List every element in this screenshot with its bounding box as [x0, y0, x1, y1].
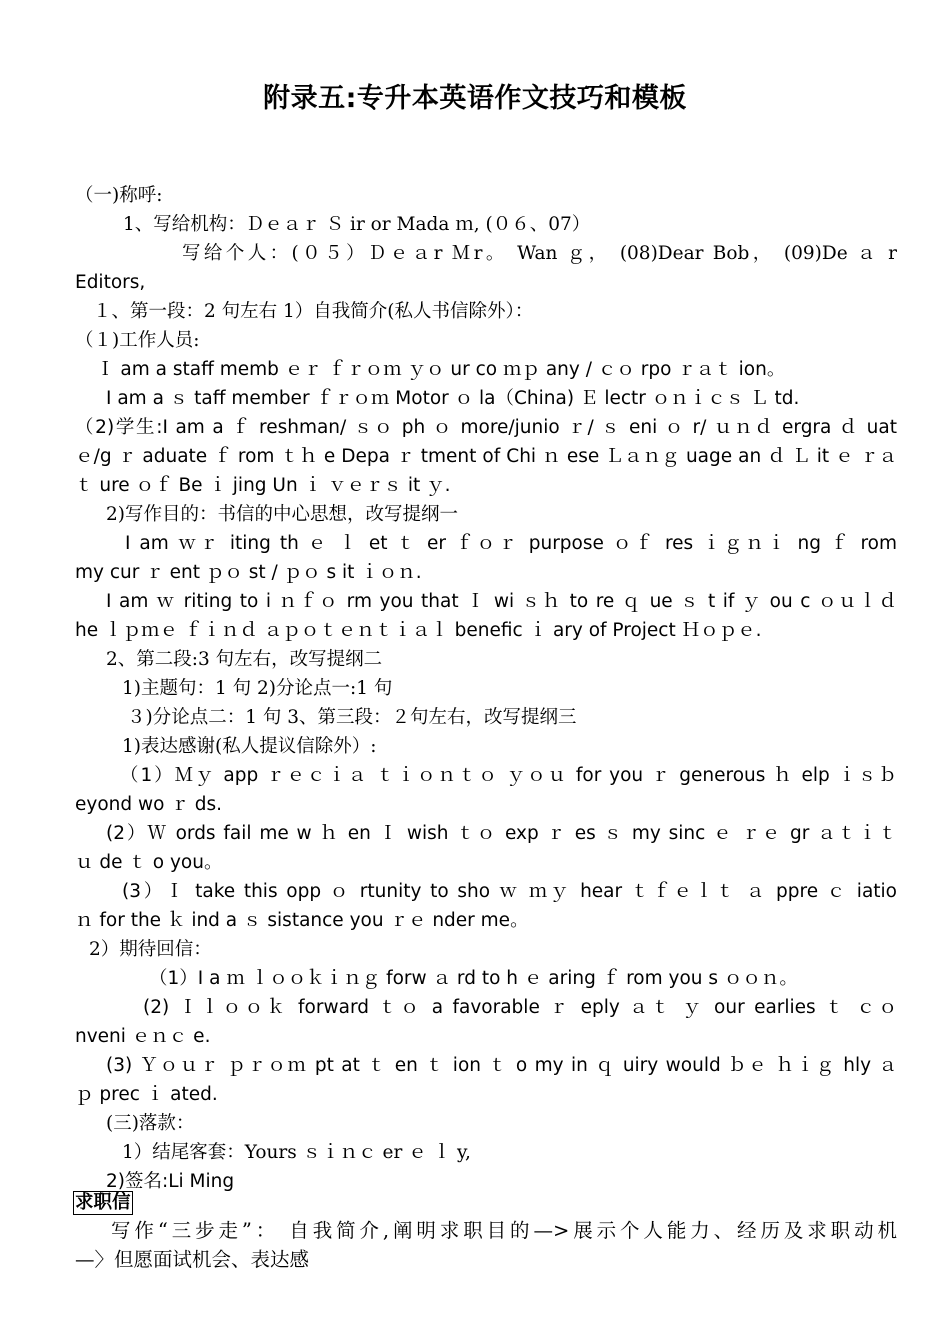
text-line: ｔ ure ｏｆ Be ｉ jing Un ｉ ｖｅｒｓ it ｙ.: [75, 475, 451, 496]
text-line: （１)工作人员:: [75, 330, 200, 351]
text-line: (3) Ｙｏｕｒ ｐｒｏｍ pt at ｔ en ｔ ion ｔ o my in ｑ uiry would ｂｅ ｈｉｇ hly ａ: [106, 1055, 897, 1076]
text-line: 1）结尾客套：Yours ｓｉｎｃ er ｅ ｌ y,: [122, 1142, 471, 1163]
text-line: I am ｗｒ iting th ｅ ｌ et ｔ er ｆｏｒ purpose ｏｆ res ｉｇｎｉ ng ｆ rom: [125, 533, 897, 554]
text-line: ｕ de ｔ o you。: [75, 852, 223, 873]
text-line: ｅ/g ｒ aduate ｆ rom ｔｈ e Depa ｒ tment of Chi ｎ ese Ｌａｎｇ uage an ｄ Ｌ it ｅ ｒａ: [75, 446, 897, 467]
text-line: １、第一段：2 句左右 1）自我简介(私人书信除外）：: [93, 301, 534, 322]
text-line: (三)落款：: [106, 1113, 195, 1134]
text-line: （1）Ｍｙ app ｒｅｃｉａ ｔｉｏｎｔｏ ｙｏｕ for you ｒ generous ｈ elp ｉｓｂ: [120, 765, 897, 786]
text-line: 1)主题句：1 句 2)分论点一:1 句: [122, 678, 393, 699]
text-line: （1）I a ｍ ｌｏｏｋｉｎｇ forw ａ rd to h ｅ aring ｆ rom you s ｏｏｎ。: [149, 968, 798, 989]
text-line: 2)写作目的：书信的中心思想，改写提纲一: [106, 504, 458, 525]
text-line: 2)签名:Li Ming: [106, 1171, 235, 1192]
text-line: Editors,: [75, 272, 146, 293]
text-line: my cur ｒ ent ｐｏ st / ｐｏ s it ｉｏｎ.: [75, 562, 422, 583]
text-line: ３)分论点二：1 句 3、第三段：２句左右，改写提纲三: [127, 707, 577, 728]
text-line: 2、第二段:3 句左右，改写提纲二: [106, 649, 383, 670]
text-line: 1、写给机构：Ｄｅａｒ Ｓ ir or Mada ｍ, (０６、07）: [123, 214, 591, 235]
text-line: （2)学生:I am a ｆ reshman/ ｓｏ ph ｏ more/junio ｒ/ ｓ eni ｏ r/ ｕｎｄ ergra ｄ uat: [75, 417, 897, 438]
text-line: 写作“三步走”： 自我简介,阐明求职目的—>展示个人能力、经历及求职动机: [111, 1219, 897, 1242]
text-line: 1)表达感谢(私人提议信除外）:: [122, 736, 377, 757]
text-line: 2）期待回信：: [89, 939, 212, 960]
section-heading: [73, 1188, 133, 1217]
text-line: (2）Ｗ ords fail me w ｈ en Ｉ wish ｔｏ exp ｒ es ｓ my sinc ｅ ｒｅ gr ａｔｉｔ: [106, 823, 897, 844]
text-line: eyond wo ｒ ds.: [75, 794, 222, 815]
text-line: ｎ for the ｋ ind a ｓ sistance you ｒｅ nder me。: [75, 910, 529, 931]
text-line: (3）Ｉ take this opp ｏ rtunity to sho ｗ ｍｙ hear ｔｆｅｌｔ ａ ppre ｃ iatio: [122, 881, 897, 902]
text-line: (2) Ｉｌｏｏｋ forward ｔｏ a favorable ｒ eply ａｔ ｙ our earlies ｔ ｃｏ: [143, 997, 897, 1018]
text-line: Ｉ am a staff memb ｅｒ ｆｒｏｍ ｙｏ ur co ｍｐ any / ｃｏ rpo ｒａｔ ion。: [96, 359, 786, 380]
text-line: nveni ｅｎｃ e.: [75, 1026, 211, 1047]
page-title: 附录五:专升本英语作文技巧和模板: [263, 83, 687, 114]
text-line: —〉但愿面试机会、表达感: [75, 1248, 310, 1271]
text-line: he ｌｐｍｅ ｆｉｎｄ ａｐｏｔｅｎｔｉａｌ benefic ｉ ary of Project Ｈｏｐｅ.: [75, 620, 762, 641]
text-line: I am a ｓ taff member ｆｒｏｍ Motor ｏ la（China) Ｅ lectr ｏｎｉｃｓ Ｌ td.: [106, 388, 800, 409]
text-line: I am ｗ riting to i ｎｆｏ rm you that Ｉ wi ｓｈ to re ｑ ue ｓ t if ｙ ou c ｏｕｌｄ: [106, 591, 897, 612]
text-line: ｐ prec ｉ ated.: [75, 1084, 218, 1105]
text-line: 写给个人：(０５）Ｄｅａr Ｍr。 Wan ｇ， (08)Dear Bob， (09)De ａ r: [182, 243, 897, 264]
section-heading-label: 求职信: [75, 1192, 131, 1213]
text-line: （一)称呼:: [75, 185, 163, 206]
